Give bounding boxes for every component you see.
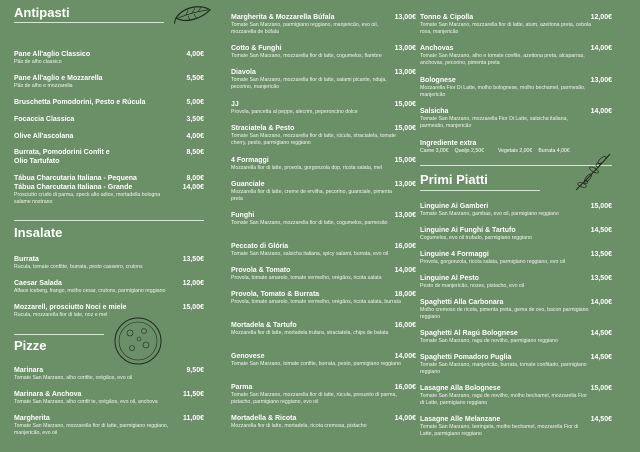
item-desc: Tomate San Marzano, beringela, molho bechamel, mozzarella Fior di Latte, parmigiano reggiano <box>420 424 579 437</box>
menu-item <box>231 13 416 35</box>
item-desc: Rucula, tomate confitte, burrata, pesto casseiro, crutons <box>14 264 143 270</box>
extra-item: Vegetais 2,00€ <box>497 148 533 154</box>
item-name: Mortadela & Tartufo <box>231 322 297 329</box>
section-title-insalate: Insalate <box>14 225 63 240</box>
item-desc: Tomate San Marzano, mozzarella fior di latte, cogumelos, fiambre <box>231 53 382 59</box>
menu-item <box>231 156 416 172</box>
menu-item <box>14 255 204 271</box>
menu-item <box>14 115 204 124</box>
menu-item <box>231 414 416 430</box>
item-price: 13,00€ <box>394 69 416 76</box>
item-name: 4 Formaggi <box>231 157 269 164</box>
item-price: 13,00€ <box>394 212 416 219</box>
item-desc: Provola, gorgonzola, ricota salata, parmigiano reggiano, evo oil <box>420 259 566 265</box>
item-price: 15,00€ <box>394 101 416 108</box>
item-price: 11,00€ <box>182 415 204 422</box>
item-name: Pane All'aglio e Mozzarella <box>14 75 103 82</box>
item-price: 5,00€ <box>186 99 204 106</box>
menu-item <box>420 415 612 437</box>
item-desc: Prosciutto crudo di parma, speck alto adice, mortadella bologna salame nostrano <box>14 192 161 205</box>
item-name: Cotto & Funghi <box>231 45 282 52</box>
item-price: 14,00€ <box>182 184 204 191</box>
item-name: Mozzarell, prosciutto Noci e miele <box>14 304 127 311</box>
item-price: 8,50€ <box>186 149 204 156</box>
item-name: Linguine Ai Funghi & Tartufo <box>420 227 516 234</box>
item-desc: Pão de alho e mozzarella <box>14 83 73 89</box>
item-price: 16,00€ <box>394 384 416 391</box>
divider <box>420 190 540 191</box>
item-name: Burrata, Pomodorini Confit e <box>14 149 110 156</box>
item-desc: Tomate San Marzano, parmigiano reggiano, manjericão, evo oil, mozzarella de búfala <box>231 22 379 35</box>
menu-item <box>14 50 204 66</box>
item-price: 3,50€ <box>186 116 204 123</box>
item-price: 14,50€ <box>590 330 612 337</box>
item-name: Caesar Salada <box>14 280 62 287</box>
item-desc: Tomate San Marzano, mozzarella fior di latte, rúcula, presunto di parma, pistacho, parmigiano reggiano, evo oil <box>231 392 397 405</box>
item-desc: Tomate San Marzano, alho confite, orégãos, evo oil <box>14 375 133 381</box>
item-name: Margherita <box>14 415 50 422</box>
menu-item <box>14 303 204 319</box>
item-desc: Tomate San Marzano, salsicha italiana, spicy salami, burrata, evo oil <box>231 251 389 257</box>
item-name: Salsicha <box>420 108 449 115</box>
menu-item <box>420 13 612 35</box>
item-desc: Provola, tomate amarelo, tomate vermelho, orégãos, ricota salata, burrata <box>231 299 401 305</box>
item-name: Tábua Charcutaria Italiana - Pequena <box>14 175 137 182</box>
item-desc: Tomate San Marzano, mozzarella fior di latte, salami picante, nduja, pecorino, manjericão <box>231 77 387 90</box>
basil-leaf-icon <box>174 4 212 26</box>
menu-item <box>14 183 204 205</box>
menu-item <box>420 226 612 242</box>
item-price: 13,00€ <box>394 181 416 188</box>
item-desc: Mozzarella fior di latte, mortadela, ricota cremosa, pistacho <box>231 423 367 429</box>
item-desc: Tomate San Marzano, alho confit te, orégãos, evo oil, anchova <box>14 399 158 405</box>
item-name: Mortadella & Ricota <box>231 415 297 422</box>
item-name: Marinara & Anchova <box>14 391 82 398</box>
menu-item <box>420 202 612 218</box>
divider <box>14 220 204 221</box>
item-name: Tábua Charcutaria Italiana - Grande <box>14 184 133 191</box>
item-name: Focaccia Classica <box>14 116 75 123</box>
item-desc: Tomate San Marzano, gambas, evo oil, parmigiano reggiano <box>420 211 559 217</box>
item-name: Spaghetti Pomadoro Puglia <box>420 354 512 361</box>
menu-item <box>231 242 416 258</box>
divider <box>14 22 164 23</box>
menu-item <box>231 68 416 90</box>
item-price: 14,00€ <box>590 299 612 306</box>
menu-item <box>14 414 204 436</box>
menu-item <box>14 148 204 166</box>
item-desc: Pão de alho classico <box>14 59 62 65</box>
item-desc: Tomate San Marzano, mozzarella fior di latte, cogumelos, parmesão <box>231 220 388 226</box>
section-title-pizze: Pizze <box>14 338 47 353</box>
menu-item <box>420 384 612 406</box>
menu-item <box>14 132 204 141</box>
item-desc: Alface iceberg, frango, molho cesar, crutons, parmigiano reggiano <box>14 288 166 294</box>
item-price: 14,50€ <box>590 354 612 361</box>
item-price: 13,00€ <box>590 77 612 84</box>
item-name: Margherita & Mozzarella Búfala <box>231 14 335 21</box>
menu-item <box>420 353 612 375</box>
item-desc: Tomate San Marzano, mozzarella Fior Di Latte, salsicha italiana, parmesão, manjericão <box>420 116 568 129</box>
menu-item <box>14 174 204 183</box>
item-desc: Mozzarella fior di latte, creme de ervilha, pecorino, guanciale, pimenta preta <box>231 189 392 202</box>
item-price: 14,00€ <box>394 353 416 360</box>
item-desc: Tomate San Marzano, manjericão, burrata, tomate confitado, parmigiano reggiano <box>420 362 587 375</box>
column-left <box>14 0 204 452</box>
item-price: 13,00€ <box>394 14 416 21</box>
item-price: 14,00€ <box>590 108 612 115</box>
item-price: 13,50€ <box>590 251 612 258</box>
item-desc: Tomate San Marzano, mozzarella fior di latte, rúcula, straciatela, tomate cherry, pesto, parmigiano reggiano <box>231 133 396 146</box>
item-desc: Tomate San Marzano, mozzarella fior di latte, atum, azeitona preta, cebola roxa, manjericão <box>420 22 591 35</box>
menu-item <box>420 274 612 290</box>
item-price: 18,00€ <box>394 291 416 298</box>
item-desc: Provola, tomate amarelo, tomate vermelho, orégãos, ricota salata <box>231 275 382 281</box>
menu-item <box>231 383 416 405</box>
item-price: 12,00€ <box>182 280 204 287</box>
item-name: Spaghetti Al Ragú Bolognese <box>420 330 518 337</box>
item-name: Linguine 4 Formaggi <box>420 251 489 258</box>
item-price: 9,50€ <box>186 367 204 374</box>
menu-item <box>420 44 612 66</box>
item-desc: Tomate San Marzano, tomate confite, burrata, pesto, parmigiano reggiano <box>231 361 401 367</box>
item-name: Guanciale <box>231 181 265 188</box>
item-name: Marinara <box>14 367 44 374</box>
menu-item <box>14 390 204 406</box>
menu-item <box>420 329 612 345</box>
item-price: 4,00€ <box>186 51 204 58</box>
item-name: JJ <box>231 101 239 108</box>
item-price: 13,50€ <box>182 256 204 263</box>
item-price: 15,00€ <box>590 385 612 392</box>
menu-item <box>231 44 416 60</box>
olive-branch-icon <box>572 152 614 192</box>
item-name: Peccato di Glória <box>231 243 289 250</box>
item-price: 5,50€ <box>186 75 204 82</box>
item-price: 15,00€ <box>182 304 204 311</box>
item-name: Bolognese <box>420 77 456 84</box>
menu-item <box>231 290 416 306</box>
item-price: 15,00€ <box>394 125 416 132</box>
item-desc: Tomate San Marzano, ragu de novilho, molho bechamel, mozzarella Fior di Latte, parmigiano reggiano <box>420 393 587 406</box>
menu-item <box>231 321 416 337</box>
item-price: 12,00€ <box>590 14 612 21</box>
item-name: Linguine Ai Gamberi <box>420 203 489 210</box>
item-price: 4,00€ <box>186 133 204 140</box>
item-name: Spaghetti Alla Carbonara <box>420 299 504 306</box>
item-price: 13,50€ <box>590 275 612 282</box>
item-desc: Provola, pancetta al peppe, alecrim, peperoncino dolce <box>231 109 358 115</box>
item-name-line2: Olio Tartufato <box>14 158 60 165</box>
menu-item <box>231 211 416 227</box>
menu-item <box>14 98 204 107</box>
item-desc: Pesto de manjericão, nozes, pistacho, evo oil <box>420 283 525 289</box>
item-name: Provola, Tomato & Burrata <box>231 291 320 298</box>
item-desc: Rucula, mozzarella fior di late, noz e mel <box>14 312 108 318</box>
item-desc: Mozzarella Fior Di Latte, molho bolognese, molho bechamel, parmesão, manjericão <box>420 85 586 98</box>
item-desc: Mozzarella fior di latte, mortadela trufara, straciatela, chips de batata <box>231 330 389 336</box>
menu-item <box>231 180 416 202</box>
item-price: 8,00€ <box>186 175 204 182</box>
section-title-antipasti: Antipasti <box>14 5 70 20</box>
menu-item <box>231 352 416 368</box>
extra-item: Carne 3,00€ <box>420 148 449 154</box>
item-name: Linguine Al Pesto <box>420 275 479 282</box>
item-price: 14,50€ <box>590 416 612 423</box>
item-desc: Molho cremoso de ricota, pimenta preta, gema de ovo, bacon parmigiano reggiano <box>420 307 589 320</box>
menu-item <box>420 298 612 320</box>
item-name: Provola & Tomato <box>231 267 291 274</box>
divider <box>14 334 104 335</box>
item-name: Pane All'aglio Classico <box>14 51 91 58</box>
menu-item <box>14 74 204 90</box>
menu-item <box>231 266 416 282</box>
item-name: Anchovas <box>420 45 454 52</box>
item-desc: Cogumelos, evo oil trufado, parmigiano reggiano <box>420 235 532 241</box>
item-desc: Mozzarella fior di latte, provola, gorgonzola dop, ricota salata, mel <box>231 165 383 171</box>
item-name: Lasagne Alle Melanzane <box>420 416 501 423</box>
item-name: Funghi <box>231 212 255 219</box>
item-price: 15,00€ <box>394 157 416 164</box>
item-name: Burrata <box>14 256 39 263</box>
extra-item: Queijo 2,50€ <box>454 148 484 154</box>
column-right <box>420 0 612 452</box>
item-name: Parma <box>231 384 253 391</box>
item-price: 14,50€ <box>590 227 612 234</box>
section-title-primi: Primi Piatti <box>420 172 488 187</box>
menu-item <box>231 100 416 116</box>
item-name: Tonno & Cipolla <box>420 14 474 21</box>
item-price: 16,00€ <box>394 322 416 329</box>
menu-item <box>14 366 204 382</box>
item-price: 14,00€ <box>590 45 612 52</box>
item-desc: Tomate San Marzano, mozzarella fior di latte, parmigiano reggiano, manjericão, evo oil <box>14 423 169 436</box>
column-middle <box>231 0 416 452</box>
item-name: Lasagne Alla Bolognese <box>420 385 501 392</box>
item-price: 13,00€ <box>394 45 416 52</box>
item-name: Straciatela & Pesto <box>231 125 295 132</box>
item-price: 14,00€ <box>394 267 416 274</box>
item-desc: Tomate San Marzano, alho e tomate confite, azeitona preta, alcaparras, anchovas, pecorino, pimenta preta <box>420 53 585 66</box>
menu-item <box>420 107 612 129</box>
item-price: 11,50€ <box>182 391 204 398</box>
item-name: Diavola <box>231 69 256 76</box>
menu-item <box>14 279 204 295</box>
item-name: Bruschetta Pomodorini, Pesto e Rúcula <box>14 99 146 106</box>
item-price: 14,00€ <box>394 415 416 422</box>
extras-title: Ingrediente extra <box>420 140 477 147</box>
menu-item <box>231 124 416 146</box>
item-price: 16,00€ <box>394 243 416 250</box>
item-name: Genovese <box>231 353 265 360</box>
item-name: Olive All'ascolana <box>14 133 74 140</box>
menu-item <box>420 250 612 266</box>
menu-item <box>420 76 612 98</box>
pizza-sketch-icon <box>112 315 164 367</box>
item-price: 15,00€ <box>590 203 612 210</box>
item-desc: Tomate San Marzano, ragu de novilho, parmigiano reggiano <box>420 338 558 344</box>
extra-item: Burrata 4,00€ <box>538 148 570 154</box>
